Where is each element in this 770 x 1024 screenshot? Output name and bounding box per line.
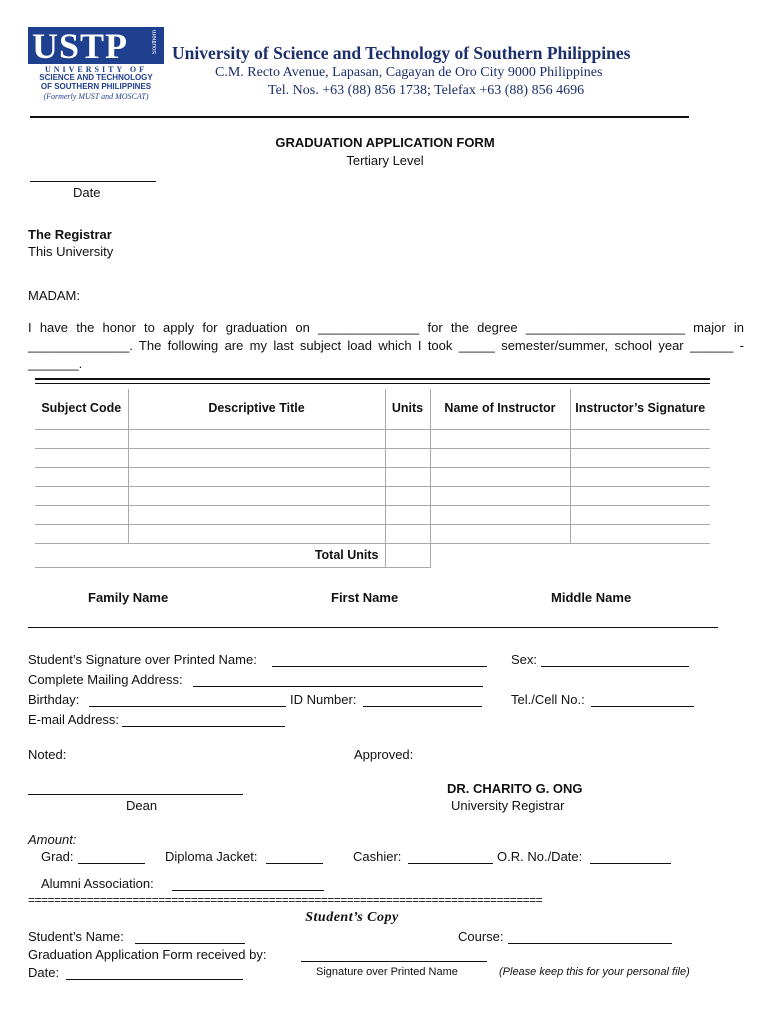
total-units-label: Total Units: [35, 543, 385, 567]
dean-label: Dean: [126, 798, 158, 813]
registrar-title: University Registrar: [451, 798, 565, 813]
approved-label: Approved:: [354, 747, 414, 762]
copy-signature-caption: Signature over Printed Name: [316, 966, 458, 978]
date-field-line[interactable]: [30, 181, 156, 182]
cell-instructor-signature[interactable]: [570, 448, 710, 467]
cashier-field-line[interactable]: [408, 863, 493, 864]
cell-instructor-signature[interactable]: [570, 505, 710, 524]
salutation: MADAM:: [28, 288, 80, 303]
or-number-label: O.R. No./Date:: [497, 849, 583, 864]
copy-course-line[interactable]: [508, 943, 672, 944]
paragraph-line1: I have the honor to apply for graduation on ______________ for the degree ______________________ major in: [28, 320, 744, 335]
amount-label: Amount:: [28, 832, 77, 847]
copy-student-name-line[interactable]: [135, 943, 245, 944]
logo-text: USTP: [32, 26, 129, 66]
total-row-spacer: [430, 543, 570, 567]
copy-course-label: Course:: [458, 929, 504, 944]
alumni-field-line[interactable]: [172, 890, 324, 891]
application-paragraph: [28, 319, 744, 373]
cell-instructor-name[interactable]: [430, 505, 570, 524]
grad-label: Grad:: [41, 849, 74, 864]
full-name-field-line[interactable]: [28, 627, 718, 628]
cell-units[interactable]: [385, 467, 430, 486]
birthday-field-line[interactable]: [89, 706, 286, 707]
paragraph-line3: _______.: [28, 356, 83, 371]
university-address: C.M. Recto Avenue, Lapasan, Cagayan de Oro City 9000 Philippines: [215, 65, 603, 80]
cell-instructor-name[interactable]: [430, 486, 570, 505]
cell-instructor-name[interactable]: [430, 467, 570, 486]
table-header-row: [35, 389, 710, 429]
cashier-label: Cashier:: [353, 849, 402, 864]
tel-field-line[interactable]: [591, 706, 694, 707]
logo-vertical-text: Southern: [152, 30, 158, 55]
cell-descriptive-title[interactable]: [128, 486, 385, 505]
header-divider: [30, 116, 689, 118]
mailing-address-field-line[interactable]: [193, 686, 483, 687]
registrar-name: DR. CHARITO G. ONG: [447, 781, 583, 796]
form-title: GRADUATION APPLICATION FORM: [275, 135, 495, 150]
cell-descriptive-title[interactable]: [128, 505, 385, 524]
sex-label: Sex:: [511, 652, 538, 667]
table-top-rule: [35, 378, 710, 380]
dean-signature-line[interactable]: [28, 794, 243, 795]
cell-descriptive-title[interactable]: [128, 429, 385, 448]
birthday-label: Birthday:: [28, 692, 80, 707]
table-row: [35, 448, 710, 467]
or-number-field-line[interactable]: [590, 863, 671, 864]
total-row-spacer: [570, 543, 710, 567]
cell-instructor-signature[interactable]: [570, 486, 710, 505]
cell-subject-code[interactable]: [35, 524, 128, 543]
grad-field-line[interactable]: [78, 863, 145, 864]
addressee-sub: This University: [28, 244, 114, 259]
addressee: The Registrar: [28, 227, 112, 242]
copy-keep-note: (Please keep this for your personal file): [499, 966, 690, 978]
cell-units[interactable]: [385, 505, 430, 524]
family-name-label: Family Name: [88, 590, 169, 605]
email-label: E-mail Address:: [28, 712, 120, 727]
logo-line4: (Formerly MUST and MOSCAT): [43, 92, 149, 101]
cell-instructor-signature[interactable]: [570, 467, 710, 486]
signature-field-line[interactable]: [272, 666, 487, 667]
copy-student-name-label: Student’s Name:: [28, 929, 124, 944]
header-descriptive-title: Descriptive Title: [128, 389, 385, 429]
cell-units[interactable]: [385, 429, 430, 448]
cell-subject-code[interactable]: [35, 486, 128, 505]
students-copy-title: Student’s Copy: [305, 910, 399, 925]
copy-date-line[interactable]: [66, 979, 243, 980]
id-number-label: ID Number:: [290, 692, 357, 707]
cell-subject-code[interactable]: [35, 505, 128, 524]
cell-descriptive-title[interactable]: [128, 448, 385, 467]
table-top-rule-thin: [35, 383, 710, 384]
cell-descriptive-title[interactable]: [128, 524, 385, 543]
middle-name-label: Middle Name: [551, 590, 632, 605]
logo-line3: OF SOUTHERN PHILIPPINES: [40, 81, 152, 91]
paragraph-line2: ______________. The following are my last subject load which I took _____ semester/summer, school year ______ -: [28, 338, 744, 353]
logo-line2: SCIENCE AND TECHNOLOGY: [39, 73, 153, 82]
header-instructor-name: Name of Instructor: [430, 389, 570, 429]
alumni-label: Alumni Association:: [41, 876, 154, 891]
table-row: [35, 505, 710, 524]
diploma-jacket-label: Diploma Jacket:: [165, 849, 258, 864]
logo-line1: UNIVERSITY OF: [44, 65, 148, 74]
subject-load-table: [35, 389, 710, 568]
cell-subject-code[interactable]: [35, 429, 128, 448]
table-total-row: [35, 543, 710, 567]
copy-date-label: Date:: [28, 965, 60, 980]
cell-descriptive-title[interactable]: [128, 467, 385, 486]
cell-instructor-signature[interactable]: [570, 429, 710, 448]
copy-received-by-label: Graduation Application Form received by:: [28, 947, 267, 962]
header-subject-code: Subject Code: [35, 389, 128, 429]
cell-instructor-name[interactable]: [430, 429, 570, 448]
cut-separator: ===============================================================================: [28, 893, 543, 907]
diploma-jacket-field-line[interactable]: [266, 863, 323, 864]
header-instructor-signature: Instructor’s Signature: [570, 389, 710, 429]
first-name-label: First Name: [331, 590, 399, 605]
cell-subject-code[interactable]: [35, 467, 128, 486]
cell-subject-code[interactable]: [35, 448, 128, 467]
header-units: Units: [385, 389, 430, 429]
university-tel: Tel. Nos. +63 (88) 856 1738; Telefax +63 (88) 856 4696: [268, 83, 585, 98]
copy-received-by-line[interactable]: [301, 961, 487, 962]
logo-line2-3: [28, 74, 164, 91]
tel-label: Tel./Cell No.:: [511, 692, 585, 707]
table-row: [35, 429, 710, 448]
table-row: [35, 524, 710, 543]
table-row: [35, 486, 710, 505]
mailing-address-label: Complete Mailing Address:: [28, 672, 183, 687]
total-units-value[interactable]: [385, 543, 430, 567]
table-row: [35, 467, 710, 486]
cell-units[interactable]: [385, 524, 430, 543]
date-label: Date: [73, 185, 101, 200]
university-name: University of Science and Technology of Southern Philippines: [172, 43, 631, 63]
logo-banner: [28, 27, 164, 64]
cell-instructor-signature[interactable]: [570, 524, 710, 543]
cell-instructor-name[interactable]: [430, 524, 570, 543]
email-field-line[interactable]: [122, 726, 285, 727]
noted-label: Noted:: [28, 747, 67, 762]
cell-instructor-name[interactable]: [430, 448, 570, 467]
ustp-logo: [28, 27, 164, 105]
cell-units[interactable]: [385, 486, 430, 505]
form-subtitle: Tertiary Level: [346, 153, 424, 168]
signature-label: Student’s Signature over Printed Name:: [28, 652, 257, 667]
cell-units[interactable]: [385, 448, 430, 467]
sex-field-line[interactable]: [541, 666, 689, 667]
id-number-field-line[interactable]: [363, 706, 482, 707]
